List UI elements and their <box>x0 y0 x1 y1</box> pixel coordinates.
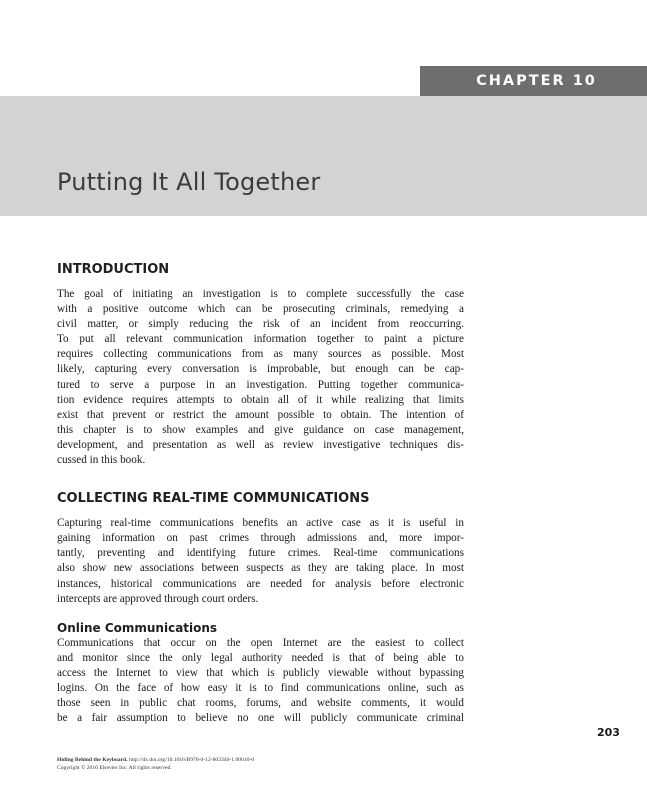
paragraph-line: access the Internet to view that which is publicly viewable without bypassing <box>57 666 464 679</box>
online-communications-paragraph <box>57 636 464 727</box>
paragraph-line: this chapter is to show examples and give guidance on case management, <box>57 423 464 436</box>
introduction-heading: INTRODUCTION <box>57 262 170 277</box>
paragraph-line: be a fair assumption to believe no one will publicly communicate criminal <box>57 712 464 725</box>
collecting-heading: COLLECTING REAL-TIME COMMUNICATIONS <box>57 491 370 507</box>
paragraph-line: those seen in public chat rooms, forums, and website comments, it would <box>57 697 464 710</box>
footer-doi-link[interactable]: http://dx.doi.org/10.1016/B978-0-12-803340-1.00010-0 <box>128 757 255 763</box>
paragraph-line: exist that prevent or restrict the amount possible to obtain. The intention of <box>57 408 464 421</box>
footer-book-title: Hiding Behind the Keyboard. <box>57 757 128 763</box>
footer-citation <box>57 756 254 764</box>
title-band <box>0 96 647 216</box>
paragraph-line: tured to serve a purpose in an investigation. Putting together communica- <box>57 378 464 391</box>
paragraph-line: To put all relevant communication information together to paint a picture <box>57 333 464 346</box>
paragraph-line: also show new associations between suspects as they are taking place. In most <box>57 562 464 575</box>
footer-copyright: Copyright © 2016 Elsevier Inc. All rights reserved. <box>57 765 172 771</box>
paragraph-line: civil matter, or simply reducing the risk of an incident from reoccurring. <box>57 318 464 331</box>
paragraph-line: The goal of initiating an investigation is to complete successfully the case <box>57 288 464 300</box>
introduction-paragraph <box>57 287 464 468</box>
paragraph-line: and monitor since the only legal authority needed is that of being able to <box>57 651 464 664</box>
chapter-title: Putting It All Together <box>57 168 321 196</box>
paragraph-line: gaining information on past crimes through admissions and, more impor- <box>57 532 464 545</box>
footer <box>57 756 254 772</box>
paragraph-line: tion evidence requires attempts to obtain all of it while realizing that limits <box>57 393 464 406</box>
paragraph-line: likely, capturing every conversation is improbable, but enough can be cap- <box>57 363 464 376</box>
online-communications-heading: Online Communications <box>57 620 218 635</box>
page-body <box>57 262 464 726</box>
paragraph-line: instances, historical communications are needed for analysis before electronic <box>57 577 464 590</box>
paragraph-line: cussed in this book. <box>57 454 146 467</box>
chapter-label: CHAPTER 10 <box>420 66 647 96</box>
collecting-paragraph <box>57 516 464 607</box>
paragraph-line: development, and presentation as well as review investigative techniques dis- <box>57 438 464 451</box>
paragraph-line: Communications that occur on the open Internet are the easiest to collect <box>57 636 464 649</box>
paragraph-line: intercepts are approved through court orders. <box>57 592 259 605</box>
paragraph-line: Capturing real-time communications benefits an active case as it is useful in <box>57 517 464 530</box>
paragraph-line: requires collecting communications from as many sources as possible. Most <box>57 348 464 361</box>
paragraph-line: with a positive outcome which can be prosecuting criminals, remedying a <box>57 303 464 316</box>
page-number: 203 <box>597 726 620 739</box>
paragraph-line: logins. On the face of how easy it is to find communications online, such as <box>57 681 464 694</box>
paragraph-line: tantly, preventing and identifying future crimes. Real-time communications <box>57 547 464 560</box>
